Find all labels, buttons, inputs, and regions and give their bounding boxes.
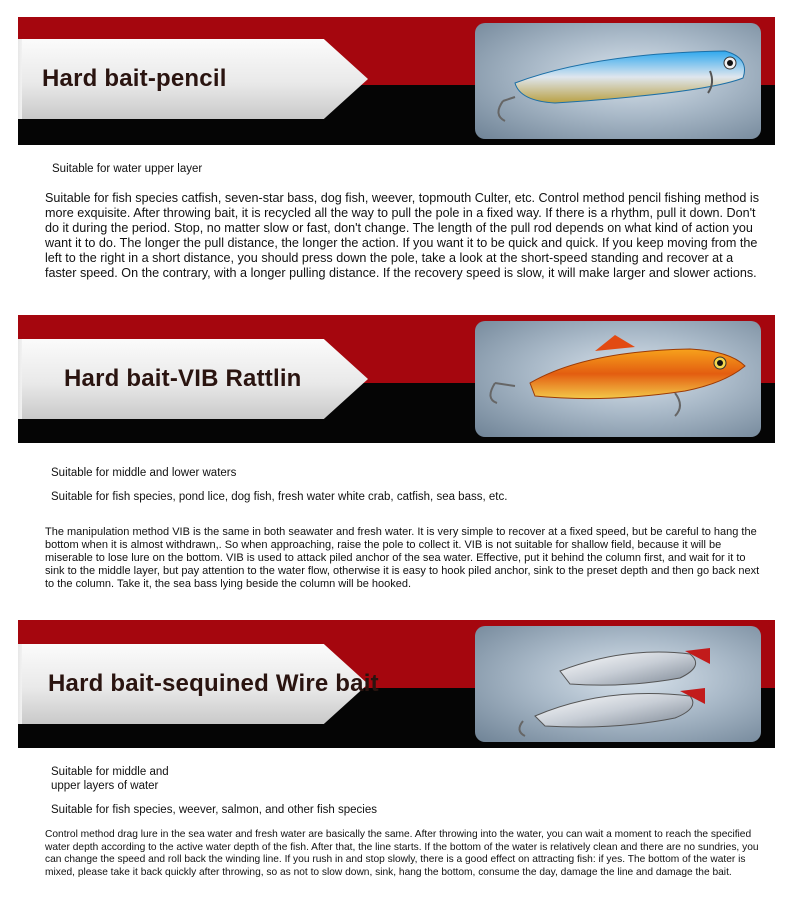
- section-title: Hard bait-sequined Wire bait: [48, 670, 379, 697]
- method-paragraph: Control method drag lure in the sea water and fresh water are basically the same. After throwing into the water, you can wait a moment to reach the specified water depth according to the active water depth of the fish. After that, the line starts. If the bottom of the water is relatively clean and there are no sundries, you can change the speed and roll back the winding line. If you rush in and stop slowly, there is a good effect on attracting fish: if yes. The bottom of the water is mixed, please take it back quickly after throwing, so as not to slow down, sink, hang the bottom, consume the day, damage the line and damage the bait.: [45, 829, 759, 878]
- species-text: Suitable for fish species, weever, salmon, and other fish species: [51, 804, 378, 816]
- title-ribbon: [18, 644, 379, 724]
- method-paragraph: Suitable for fish species catfish, seven-star bass, dog fish, weever, topmouth Culter, etc. Control method pencil fishing method is more exquisite. After throwing bait, it is recycled all the way to pull the pole in a fixed way. If there is a rhythm, pull it down. Don't do it during the period. Stop, no matter slow or fast, don't change. The length of the pull rod depends on what kind of action you want it to do. The longer the pull distance, the longer the action. If you want it to be quick and quick. If you keep moving from the left to the right in a short distance, you should press down the pole, take a look at the short-speed standing and recover at a faster speed. On the contrary, with a longer pulling distance. If the recovery speed is slow, it will make larger and slower actions.: [45, 191, 760, 280]
- water-layer-text: Suitable for water upper layer: [52, 163, 203, 175]
- section-banner-sequined: [18, 620, 775, 748]
- title-ribbon: [18, 39, 368, 119]
- section-banner-pencil: [18, 17, 775, 145]
- title-ribbon: [18, 339, 368, 419]
- water-layer-text: Suitable for middle and lower waters: [51, 467, 237, 479]
- method-paragraph: The manipulation method VIB is the same in both seawater and fresh water. It is very simple to recover at a fixed speed, but be careful to hang the bottom when it is almost withdrawn,. So when approaching, raise the pole to collect it. VIB is not suitable for shallow field, because it will be miserable to lose lure on the bottom. VIB is used to attack piled anchor of the sea water. Effective, put it behind the column first, and wait for it to sink to the middle layer, but pay attention to the water flow, otherwise it is easy to hook piled anchor, sink to the preset depth and then go back next to the column. Take it, the sea bass lying beside the column will be hooked.: [45, 526, 760, 590]
- section-banner-vib: [18, 315, 775, 443]
- species-text: Suitable for fish species, pond lice, dog fish, fresh water white crab, catfish, sea bass, etc.: [51, 491, 508, 503]
- water-layer-text: Suitable for middle and upper layers of water: [51, 766, 169, 792]
- section-title: Hard bait-VIB Rattlin: [64, 365, 302, 392]
- pencil-lure-photo: [475, 23, 761, 139]
- vib-lure-photo: [475, 321, 761, 437]
- section-title: Hard bait-pencil: [42, 65, 227, 92]
- spoon-lure-photo: [475, 626, 761, 742]
